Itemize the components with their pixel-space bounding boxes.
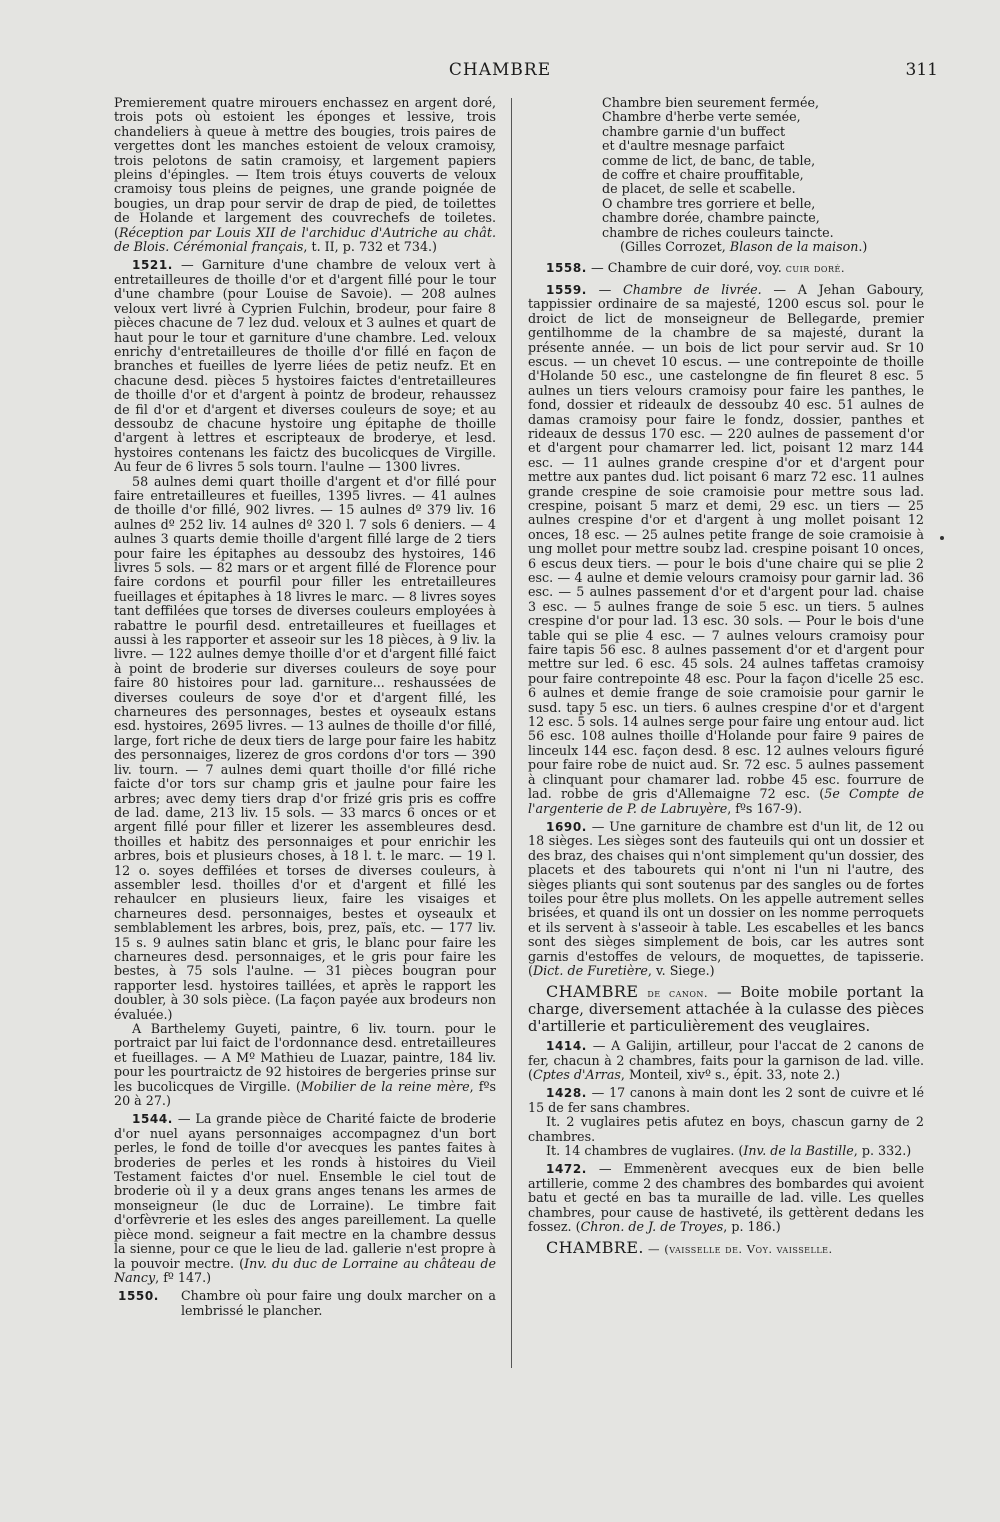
right-column: [528, 96, 924, 1476]
entry-1521-paragraph-2: 58 aulnes demi quart thoille d'argent et d'or fillé pour faire entretailleures et fueilles, 1395 livres. — 41 aulnes de thoille d'or fillé, 902 livres. — 15 aulnes dº 379 liv. 16 aulnes dº 252 liv. 14 aulnes dº 320 l. 7 sols 6 deniers. — 4 aulnes 3 quarts demie thoille d'argent fillé large de 2 tiers pour faire les épitaphes au dessoubz des hystoires, 146 livres 5 sols. — 82 mars or et argent fillé de Florence pour faire cordons et pourfil pour filler les entretailleures fueillages et épitaphes à 18 livres le marc. — 8 livres soyes tant deffilées que torses de diverses couleurs employées à rabattre le pourfil desd. entretailleures et fueillages et aussi à les rapporter et asseoir sur les 18 pièces, à 9 liv. la livre. — 122 aulnes demye thoille d'or et d'argent fillé faict à point de broderie sur diverses couleurs de soye pour faire 80 histoires pour lad. garniture... reshaussées de diverses couleurs de soye d'or et d'argent fillé, les charneures des personnages, bestes et oyseaulx estans esd. hystoires, 2695 livres. — 13 aulnes de thoille d'or fillé, large, fort riche de deux tiers de large pour faire les habitz des personnaiges, lizerez de gros cordons d'or tors — 390 liv. tourn. — 7 aulnes demi quart thoille d'or fillé riche faicte d'or tors sur champ gris et jaulne pour faire les arbres; avec demy tiers drap d'or frizé gris pris es coffre de lad. dame, 213 liv. 15 sols. — 33 marcs 6 onces or et argent fillé pour filler et lizerer les assembleures desd. thoilles et habitz des personnaiges et pour enrichir les arbres, bois et plusieurs choses, à 18 l. t. le marc. — 19 l. 12 o. soyes deffilées et torses de diverses couleurs, à assembler lesd. thoilles d'or et d'argent et fillé les rehaulcer en plusieurs lieux, faire les visaiges et charneures desd. personnaiges, bestes et oyseaulx et semblablement les arbres, bois, prez, païs, etc. — 177 liv. 15 s. 9 aulnes satin blanc et gris, le blanc pour faire les charneures desd. personnaiges, et le gris pour faire les bestes, à 75 sols l'aulne. — 31 pièces bougran pour rapporter lesd. hystoires taillées, et après le rapport les doubler, à 30 sols pièce. (La façon payée aux brodeurs non évaluée.): [114, 473, 496, 1022]
citation: Dict. de Furetière: [532, 962, 648, 978]
verse-line: de coffre et chaire prouffitable,: [602, 167, 804, 183]
text: , Monteil, xivº s., épit. 33, note 2.): [620, 1066, 841, 1082]
entry-year: 1521.: [132, 258, 173, 273]
entry-1472: [528, 1162, 924, 1234]
text: , p. 186.): [723, 1219, 781, 1235]
entry-text: — A Galijin, artilleur, pour l'accat de 2 canons de fer, chacun à 2 chambres, faits pour la garnison de lad. ville. (: [528, 1038, 924, 1082]
headword-qualifier: de canon.: [647, 986, 709, 1001]
text: A Barthelemy Guyeti, paintre, 6 liv. tourn. pour le portraict par lui faict de l'ordonnance desd. entretailleures et fueillages. — A Mº Mathieu de Luazar, paintre, 184 liv. pour les pourtraictz de 92 histoires de bergeries prinse sur les bucolicques de Virgille. (: [114, 1021, 496, 1094]
verse-line: et d'aultre mesnage parfaict: [602, 138, 785, 154]
running-head: [0, 60, 1000, 88]
verse-line: de placet, de selle et scabelle.: [602, 181, 796, 197]
entry-year: 1690.: [546, 819, 587, 834]
left-column: [114, 96, 496, 1476]
definition: — Boite mobile portant la charge, diversement attachée à la culasse des pièces d'artillerie et particulièrement des veuglaires.: [528, 984, 924, 1035]
verse-line: chambre garnie d'un buffect: [602, 123, 786, 139]
ink-speck: [940, 536, 944, 540]
citation: 5e Compte de l'argenterie de P. de Labruyère: [528, 786, 924, 816]
citation: Cptes d'Arras: [532, 1066, 621, 1082]
entry-text: — Chambre de cuir doré, voy.: [586, 260, 786, 276]
citation: Inv. de la Bastille: [743, 1143, 854, 1158]
entry-text: — Emmenèrent avecques eux de bien belle artillerie, comme 2 des chambres des bombardes qui avoient batu et gecté en bas ta muraille de lad. ville. Les quelles chambres, pour cause de hastiveté, ils gettèrent dedans les fossez. (: [528, 1161, 924, 1235]
text: —: [586, 281, 624, 297]
cross-reference: cuir doré.: [785, 261, 845, 276]
verse-line: Chambre bien seurement fermée,: [602, 96, 820, 110]
column-rule: [511, 98, 512, 1368]
entry-year: 1558.: [546, 261, 587, 276]
citation: Mobilier de la reine mère: [300, 1078, 470, 1094]
text: , t. II, p. 732 et 734.): [303, 239, 438, 255]
text: , fºs 167-9).: [727, 800, 803, 816]
running-title: CHAMBRE: [448, 60, 552, 80]
text: It. 14 chambres de vuglaires. (: [546, 1143, 744, 1158]
entry-1558: [528, 261, 924, 275]
entry-1414: [528, 1039, 924, 1082]
citation: Blason de la maison: [729, 239, 859, 255]
entry-1428: [528, 1086, 924, 1115]
text: .): [858, 239, 868, 255]
entry-1550: [114, 1289, 496, 1318]
verse-source: [602, 240, 924, 254]
entry-1690: [528, 820, 924, 978]
entry-subtitle: Chambre de livrée.: [623, 281, 762, 297]
entry-1544: [114, 1112, 496, 1285]
headword: CHAMBRE.: [546, 1238, 644, 1258]
text: Premierement quatre mirouers enchassez en argent doré, trois pots où estoient les éponges et lessive, trois chandeliers à queue à mettre des bougies, trois paires de vergettes dont les manches estoient de veloux cramoisy, trois pelotons de satin cramoisy, et largement papiers pleins d'épingles. — Item trois étuys couverts de veloux cramoisy tous pleins de peignes, une grande poignée de bougies, un drap pour servir de drap de pied, de toilettes de Holande et largement des couvrechefs de toiletes. (: [114, 96, 496, 240]
citation: Inv. du duc de Lorraine au château de Nancy: [114, 1255, 496, 1285]
paragraph-intro: [114, 96, 496, 254]
verse-line: O chambre tres gorriere et belle,: [602, 195, 816, 211]
entry-year: 1544.: [132, 1112, 173, 1127]
entry-text: — Une garniture de chambre est d'un lit, de 12 ou 18 sièges. Les sièges sont des fauteuils qui ont un dossier et des braz, des chaises qui n'ont simplement qu'un dossier, des placets et des tabourets qui n'ont ni l'un ni l'autre, des sièges pliants qui sont soutenus par des sangles ou de fortes toiles pour être plus mollets. On les appelle autrement selles brisées, et quand ils ont un dossier on les nomme perroquets et ils servent à s'asseoir à table. Les escabelles et les bancs sont des sièges simplement de bois, car les autres sont garnis d'estoffes de velours, de moquettes, de tapisserie. (: [528, 818, 924, 978]
headword: CHAMBRE: [546, 982, 639, 1002]
text: , v. Siege.): [647, 962, 715, 978]
text: , fºs 20 à 27.): [114, 1078, 496, 1109]
entry-text: — A Jehan Gaboury, tappissier ordinaire de sa majesté, 1200 escus sol. pour le droict de lict de monseigneur de Bellegarde, premier gentilhomme de la chambre de sa majesté, durant la présente année. — un bois de lict pour servir aud. Sr 10 escus. — un chevet 10 escus. — une contrepointe de thoille d'Holande 50 esc., une castelongne de fin fleuret 8 esc. 5 aulnes un tiers velours cramoisy pour faire les panthes, le fond, dossier et rideaulx de dessoubz 40 esc. 51 aulnes de damas cramoisy pour faire le fondz, dossier, panthes et rideaux de dessus 170 esc. — 220 aulnes de passement d'or et d'argent pour chamarrer led. lict, poisant 12 marz 144 esc. — 11 aulnes grande crespine d'or et d'argent pour mettre aux pantes dud. lict poisant 6 marz 72 esc. 11 aulnes grande crespine de soie cramoisie pour mettre sous lad. crespine, poisant 5 marz et demi, 29 esc. un tiers — 25 aulnes crespine d'or et d'argent à ung mollet poisant 12 onces, 18 esc. — 25 aulnes petite frange de soie cramoisie à ung mollet pour mettre soubz lad. crespine poisant 10 onces, 6 escus deux tiers. — pour le bois d'une chaire qui se plie 2 esc. — 4 aulne et demie velours cramoisy pour garnir lad. 36 esc. — 5 aulnes passement d'or et d'argent pour lad. chaise 3 esc. — 5 aulnes frange de soie 5 esc. un tiers. 5 aulnes crespine d'or pour lad. 13 esc. 30 sols. — Pour le bois d'une table qui se plie 4 esc. — 7 aulnes velours cramoisy pour faire tapis 56 esc. 8 aulnes passement d'or et d'argent pour mettre sur led. 6 esc. 45 sols. 24 aulnes taffetas cramoisy pour faire contrepointe 48 esc. Pour la façon d'icelle 25 esc. 6 aulnes et demie frange de soie cramoisie pour garnir le susd. tapy 5 esc. un tiers. 6 aulnes crespine d'or et d'argent 12 esc. 5 sols. 14 aulnes serge pour faire ung entour aud. lict 56 esc. 108 aulnes thoille d'Holande pour faire 9 paires de linceulx 144 esc. façon desd. 8 esc. 12 aulnes velours figuré pour faire robe de nuict aud. Sr. 72 esc. 5 aulnes passement à clinquant pour chamarer lad. robbe 45 esc. fourrure de lad. robbe de gris d'Allemaigne 72 esc. (: [528, 281, 924, 802]
text: , p. 332.): [853, 1143, 912, 1158]
entry-year: 1428.: [546, 1086, 587, 1101]
text: (Gilles Corrozet,: [620, 239, 730, 255]
entry-text: — 17 canons à main dont les 2 sont de cuivre et lé 15 de fer sans chambres.: [528, 1085, 924, 1115]
citation: Chron. de J. de Troyes: [580, 1219, 724, 1235]
entry-text: — Garniture d'une chambre de veloux vert à entretailleures de thoille d'or et d'argent fillé pour le tour d'une chambre (pour Louise de Savoie). — 208 aulnes veloux vert livré à Cyprien Fulchin, brodeur, pour faire 8 pièces chacune de 7 lez dud. veloux et 3 aulnes et quart de haut pour le tour et garniture d'une chambre. Led. veloux enrichy d'entretailleures de thoille d'or fillé en façon de branches et fueilles de lyerre liées de petiz neufz. Et en chacune desd. pièces 5 hystoires faictes d'entretailleures de thoille d'or et d'argent à pointz de brodeur, rehaussez de fil d'or et d'argent et diverses couleurs de soye; et au dessoubz de chacune hystoire ung épitaphe de thoille d'argent à lettres et escripteaux de broderye, et lesd. hystoires contenans les faictz des bucolicques de Virgille. Au feur de 6 livres 5 sols tourn. l'aulne — 1300 livres.: [114, 257, 496, 475]
verse-line: comme de lict, de banc, de table,: [602, 152, 816, 168]
entry-year: 1414.: [546, 1039, 587, 1054]
headword-chambre-de-canon: [528, 984, 924, 1035]
verse-line: chambre dorée, chambre paincte,: [602, 210, 820, 226]
entry-year: 1559.: [546, 282, 587, 297]
entry-year: 1472.: [546, 1162, 587, 1177]
headword-chambre-vaisselle: [528, 1240, 924, 1258]
entry-1521-paragraph-3: [114, 1022, 496, 1108]
cross-reference: — (vaisselle de. Voy. vaisselle.: [643, 1242, 833, 1257]
page-number: 311: [905, 60, 938, 80]
verse-line: chambre de riches couleurs taincte.: [602, 224, 834, 240]
text: , fº 147.): [155, 1269, 212, 1285]
entry-1559: [528, 283, 924, 816]
entry-1428-paragraph-3: [528, 1144, 924, 1158]
entry-1428-paragraph-2: It. 2 vuglaires petis afutez en boys, chascun garny de 2 chambres.: [528, 1114, 924, 1144]
entry-text: Chambre où pour faire ung doulx marcher on a lembrissé le plancher.: [180, 1288, 496, 1318]
citation: Réception par Louis XII de l'archiduc d'Autriche au chât. de Blois. Cérémonial français: [114, 224, 496, 255]
verse-line: Chambre d'herbe verte semée,: [602, 109, 801, 125]
entry-1521: [114, 258, 496, 474]
entry-year: 1550.: [118, 1289, 159, 1304]
entry-text: — La grande pièce de Charité faicte de broderie d'or nuel ayans personnaiges accompagnez d'un bort perles, le fond de toille d'or avecques les pantes faites à broderies de perles et les ronds à histoires du Vieil Testament faictes d'or nuel. Ensemble le ciel tout de broderie où il y a deux grans anges tenans les armes de monseigneur (le duc de Lorraine). Le timbre fait d'orfèvrerie et les esles des anges pareillement. La quelle pièce mond. seigneur a fait mectre en la chambre dessus la sienne, pour ce que le lieu de lad. gallerie n'est propre à la pouvoir mectre. (: [114, 1111, 496, 1271]
verse-block: [528, 96, 924, 254]
